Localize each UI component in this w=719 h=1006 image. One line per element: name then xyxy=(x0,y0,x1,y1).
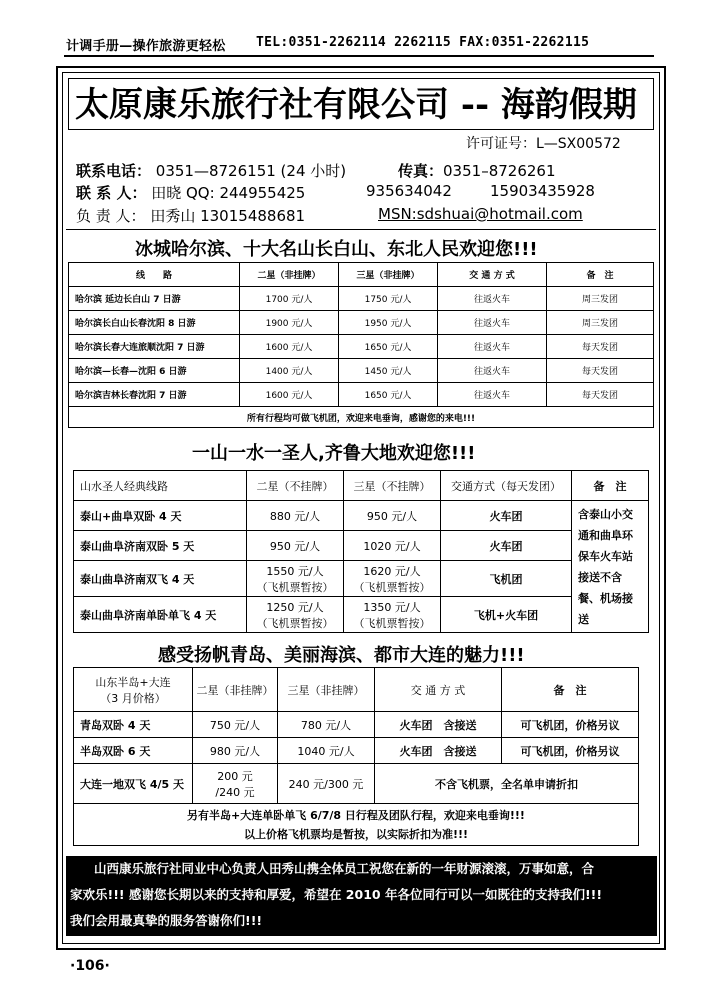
price-cell: 1600 元/人 xyxy=(240,383,339,407)
remark-cell: 每天发团 xyxy=(547,383,654,407)
table-row xyxy=(74,712,639,738)
price-cell: 1650 元/人 xyxy=(339,383,438,407)
price-cell: 1400 元/人 xyxy=(240,359,339,383)
transport-cell: 往返火车 xyxy=(438,359,547,383)
transport-cell: 飞机团 xyxy=(441,561,572,597)
top-header xyxy=(64,33,654,57)
price-cell: 200 元 /240 元 xyxy=(193,764,278,804)
col-header: 山东半岛+大连 （3 月价格） xyxy=(74,668,193,712)
price-cell: 1020 元/人 xyxy=(344,531,441,561)
table-row xyxy=(74,738,639,764)
route-cell: 哈尔滨—长春—沈阳 6 日游 xyxy=(69,359,240,383)
col-header: 备 注 xyxy=(572,471,649,501)
footer-line: 我们会用最真挚的服务答谢你们!!! xyxy=(70,913,263,928)
table-row xyxy=(69,383,654,407)
price-cell: 750 元/人 xyxy=(193,712,278,738)
contact-manager-row xyxy=(76,205,583,226)
price-cell xyxy=(247,561,344,597)
price-cell: 1450 元/人 xyxy=(339,359,438,383)
section2-title: 一山一水一圣人,齐鲁大地欢迎您!!! xyxy=(192,443,476,464)
manager-label: 负 责 人： xyxy=(76,207,146,225)
fax-value: 0351–8726261 xyxy=(443,162,556,180)
section3-note xyxy=(74,804,639,846)
transport-cell: 往返火车 xyxy=(438,383,547,407)
transport-cell: 往返火车 xyxy=(438,311,547,335)
table-header-row xyxy=(74,668,639,712)
price-cell: 1600 元/人 xyxy=(240,335,339,359)
price-value: 1250 元/人 xyxy=(266,600,324,614)
price-value: 1620 元/人 xyxy=(363,564,421,578)
price-cell: 1650 元/人 xyxy=(339,335,438,359)
price-cell: 240 元/300 元 xyxy=(278,764,375,804)
note-line: 另有半岛+大连单卧单飞 6/7/8 日行程及团队行程，欢迎来电垂询!!! xyxy=(187,808,525,822)
col-header: 二星（非挂牌） xyxy=(240,263,339,287)
section1-title: 冰城哈尔滨、十大名山长白山、东北人民欢迎您!!! xyxy=(135,239,538,260)
remark-cell: 可飞机团，价格另议 xyxy=(502,738,639,764)
table-row xyxy=(74,597,649,633)
price-cell xyxy=(344,561,441,597)
table-header-row xyxy=(74,471,649,501)
col-header: 备 注 xyxy=(547,263,654,287)
qq2-value: 935634042 xyxy=(366,182,452,200)
table-note-row xyxy=(74,804,639,846)
table-row xyxy=(74,501,649,531)
fax-group xyxy=(398,160,556,181)
table-row xyxy=(69,311,654,335)
header-contact-line: TEL:0351-2262114 2262115 FAX:0351-2262115 xyxy=(256,35,590,50)
price-cell: 950 元/人 xyxy=(247,531,344,561)
table-row xyxy=(74,531,649,561)
divider xyxy=(66,229,656,230)
air-note: （飞机票暂按） xyxy=(353,616,431,630)
person-label: 联 系 人： xyxy=(76,184,147,202)
msn-value: MSN:sdshuai@hotmail.com xyxy=(378,205,583,223)
transport-cell: 火车团 xyxy=(441,501,572,531)
remark-cell: 每天发团 xyxy=(547,335,654,359)
route-cell: 泰山+曲阜双卧 4 天 xyxy=(74,501,247,531)
price-value: 1550 元/人 xyxy=(266,564,324,578)
phone-label: 联系电话： xyxy=(76,162,152,180)
phone-value: 0351—8726151 (24 小时) xyxy=(155,162,347,180)
transport-cell: 火车团 xyxy=(441,531,572,561)
person-value: 田晓 QQ: 244955425 xyxy=(151,184,306,202)
col-header: 线 路 xyxy=(69,263,240,287)
mobile-value: 15903435928 xyxy=(490,182,595,200)
note-line: 以上价格飞机票均是暂按，以实际折扣为准!!! xyxy=(243,827,469,841)
price-cell: 950 元/人 xyxy=(344,501,441,531)
route-cell: 哈尔滨长春大连旅顺沈阳 7 日游 xyxy=(69,335,240,359)
table-row xyxy=(74,561,649,597)
section3-title: 感受扬帆青岛、美丽海滨、都市大连的魅力!!! xyxy=(158,645,525,666)
air-note: （飞机票暂按） xyxy=(256,580,334,594)
table-row xyxy=(69,335,654,359)
table-row xyxy=(69,287,654,311)
route-cell: 青岛双卧 4 天 xyxy=(74,712,193,738)
transport-cell: 不含飞机票，全名单申请折扣 xyxy=(375,764,639,804)
route-cell: 泰山曲阜济南双卧 5 天 xyxy=(74,531,247,561)
company-name: 太原康乐旅行社有限公司 -- 海韵假期 xyxy=(68,78,654,130)
col-header: 二星（不挂牌） xyxy=(247,471,344,501)
table-note-row xyxy=(69,407,654,428)
price-cell: 980 元/人 xyxy=(193,738,278,764)
license-number: 许可证号：L—SX00572 xyxy=(466,136,621,152)
col-header: 三星（不挂牌） xyxy=(344,471,441,501)
contact-person-row xyxy=(76,182,595,203)
section2-remark: 含泰山小交通和曲阜环保车火车站接送不含餐、机场接送 xyxy=(572,501,649,633)
table-row xyxy=(74,764,639,804)
col-header: 三星（非挂牌） xyxy=(339,263,438,287)
remark-cell: 周三发团 xyxy=(547,311,654,335)
price-cell xyxy=(247,597,344,633)
route-cell: 哈尔滨长白山长春沈阳 8 日游 xyxy=(69,311,240,335)
price-cell: 780 元/人 xyxy=(278,712,375,738)
route-cell: 泰山曲阜济南双飞 4 天 xyxy=(74,561,247,597)
col-header: 交 通 方 式 xyxy=(438,263,547,287)
col-header: 山水圣人经典线路 xyxy=(74,471,247,501)
manager-value: 田秀山 13015488681 xyxy=(150,207,306,225)
section1-table xyxy=(68,262,654,428)
transport-cell: 往返火车 xyxy=(438,335,547,359)
col-header: 二星（非挂牌） xyxy=(193,668,278,712)
section3-table xyxy=(73,667,639,846)
air-note: （飞机票暂按） xyxy=(256,616,334,630)
price-cell xyxy=(344,597,441,633)
remark-cell: 每天发团 xyxy=(547,359,654,383)
price-value: 1350 元/人 xyxy=(363,600,421,614)
price-cell: 1750 元/人 xyxy=(339,287,438,311)
footer-line: 家欢乐!!! 感谢您长期以来的支持和厚爱，希望在 2010 年各位同行可以一如既往的支持我们!!! xyxy=(70,887,603,902)
route-cell: 泰山曲阜济南单卧单飞 4 天 xyxy=(74,597,247,633)
route-cell: 哈尔滨吉林长春沈阳 7 日游 xyxy=(69,383,240,407)
route-cell: 哈尔滨 延边长白山 7 日游 xyxy=(69,287,240,311)
transport-cell: 火车团 含接送 xyxy=(375,712,502,738)
footer-banner xyxy=(66,856,657,936)
table-header-row xyxy=(69,263,654,287)
price-cell: 1950 元/人 xyxy=(339,311,438,335)
remark-cell: 可飞机团，价格另议 xyxy=(502,712,639,738)
col-header: 三星（非挂牌） xyxy=(278,668,375,712)
col-header: 交 通 方 式 xyxy=(375,668,502,712)
route-cell: 大连一地双飞 4/5 天 xyxy=(74,764,193,804)
section2-table xyxy=(73,470,649,633)
contact-phone-row xyxy=(76,160,556,181)
price-cell: 1900 元/人 xyxy=(240,311,339,335)
col-header: 交通方式（每天发团） xyxy=(441,471,572,501)
remark-cell: 周三发团 xyxy=(547,287,654,311)
price-cell: 1700 元/人 xyxy=(240,287,339,311)
page-number: ·106· xyxy=(70,958,110,974)
transport-cell: 火车团 含接送 xyxy=(375,738,502,764)
price-cell: 880 元/人 xyxy=(247,501,344,531)
air-note: （飞机票暂按） xyxy=(353,580,431,594)
section1-note: 所有行程均可做飞机团，欢迎来电垂询，感谢您的来电!!! xyxy=(69,407,654,428)
transport-cell: 飞机+火车团 xyxy=(441,597,572,633)
price-cell: 1040 元/人 xyxy=(278,738,375,764)
footer-line: 山西康乐旅行社同业中心负责人田秀山携全体员工祝您在新的一年财源滚滚，万事如意，合 xyxy=(94,861,595,876)
transport-cell: 往返火车 xyxy=(438,287,547,311)
col-header: 备 注 xyxy=(502,668,639,712)
route-cell: 半岛双卧 6 天 xyxy=(74,738,193,764)
header-slogan: 计调手册—操作旅游更轻松 xyxy=(66,39,226,54)
table-row xyxy=(69,359,654,383)
fax-label: 传真： xyxy=(398,162,444,180)
